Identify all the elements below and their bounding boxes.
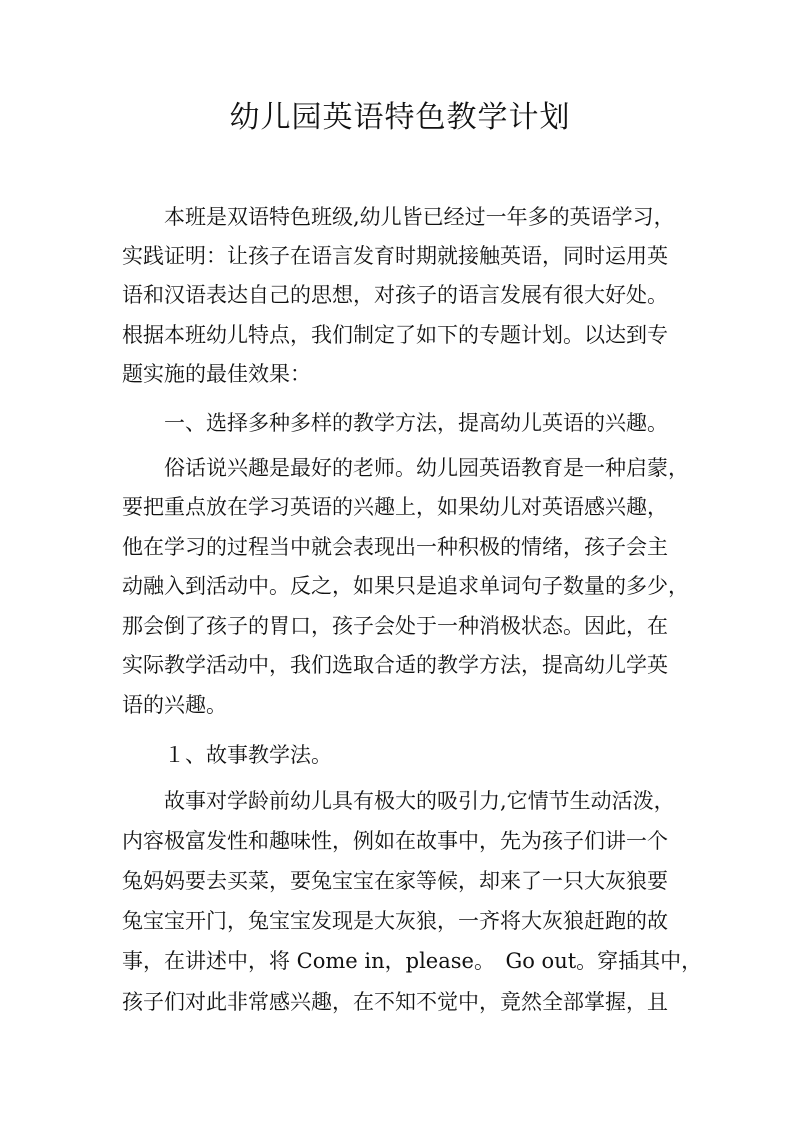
body-line: 动融入到活动中。反之，如果只是追求单词句子数量的多少，	[122, 574, 689, 598]
body-line: 实际教学活动中，我们选取合适的教学方法，提高幼儿学英	[122, 653, 668, 677]
body-line: 兔宝宝开门，兔宝宝发现是大灰狼，一齐将大灰狼赶跑的故	[122, 909, 668, 933]
body-line: 故事对学龄前幼儿具有极大的吸引力,它情节生动活泼，	[122, 789, 675, 813]
body-line: 要把重点放在学习英语的兴趣上，如果幼儿对英语感兴趣，	[122, 495, 668, 519]
body-line: 他在学习的过程当中就会表现出一种积极的情绪，孩子会主	[122, 535, 668, 559]
body-line: 内容极富发性和趣味性，例如在故事中，先为孩子们讲一个	[122, 829, 668, 853]
section-heading: 一、选择多种多样的教学方法，提高幼儿英语的兴趣。	[122, 411, 668, 435]
document-title: 幼儿园英语特色教学计划	[229, 100, 571, 135]
body-line: 根据本班幼儿特点，我们制定了如下的专题计划。以达到专	[122, 323, 668, 347]
body-line: 本班是双语特色班级,幼儿皆已经过一年多的英语学习，	[122, 205, 675, 229]
body-line: 语的兴趣。	[122, 693, 227, 717]
body-line: 语和汉语表达自己的思想，对孩子的语言发展有很大好处。	[122, 283, 668, 307]
body-line: 俗话说兴趣是最好的老师。幼儿园英语教育是一种启蒙，	[122, 456, 689, 480]
body-line: 题实施的最佳效果：	[122, 362, 311, 386]
body-line: 那会倒了孩子的胃口，孩子会处于一种消极状态。因此，在	[122, 614, 668, 638]
subsection-heading: １、故事教学法。	[122, 743, 332, 767]
body-line: 孩子们对此非常感兴趣，在不知不觉中，竟然全部掌握，且	[122, 990, 668, 1014]
body-line: 兔妈妈要去买菜，要兔宝宝在家等候，却来了一只大灰狼要	[122, 869, 668, 893]
body-line: 实践证明：让孩子在语言发育时期就接触英语，同时运用英	[122, 244, 668, 268]
body-line: 事，在讲述中，将 Come in，please。 Go out。穿插其中，	[122, 949, 703, 973]
